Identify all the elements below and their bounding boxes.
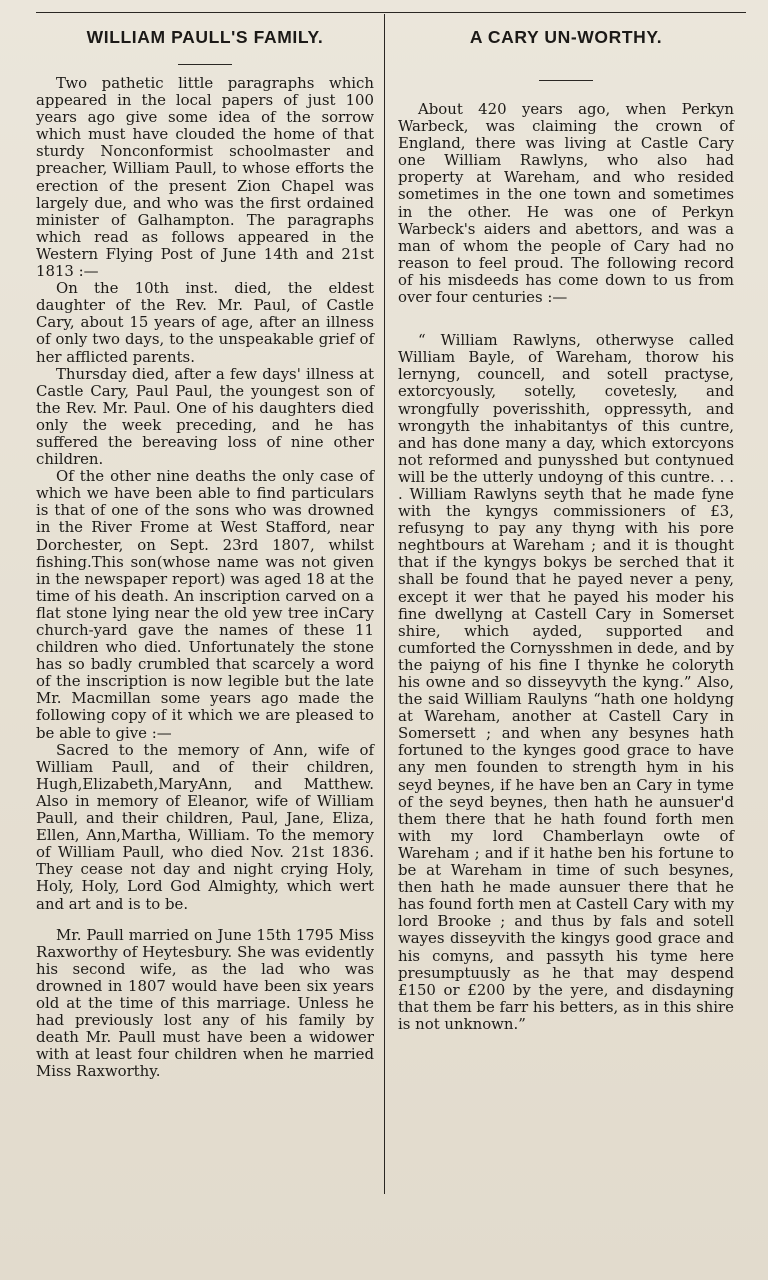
title-rule [178, 64, 232, 65]
paragraph: Mr. Paull married on June 15th 1795 Miss Raxworthy of Heytesbury. She was evidently his second wife, as the lad who was drowned in 1807 would have been six years old at the time of this marriage. Unless he had previously lost any of his family by death Mr. Paull must have been a widower with at least four children when he married Miss Raxworthy. [36, 925, 374, 1081]
title-rule [539, 80, 593, 81]
paragraph: Thursday died, after a few days' illness at Castle Cary, Paul Paul, the youngest son of the Rev. Mr. Paul. One of his daughters died only the week preceding, and he has suffered the bereaving loss of nine other children. [36, 364, 374, 469]
paragraph: About 420 years ago, when Perkyn Warbeck, was claiming the crown of England, there was living at Castle Cary one William Rawlyns, who also had property at Wareham, and who resided sometimes in the one town and sometimes in the other. He was one of Perkyn Warbeck's aiders and abettors, and was a man of whom the people of Cary had no reason to feel proud. The following record of his misdeeds has come down to us from over four centuries :— [398, 100, 734, 307]
paragraph: Two pathetic little paragraphs which appeared in the local papers of just 100 years ago give some idea of the sorrow which must have clouded the home of that sturdy Nonconformist schoolmaster and preacher, William Paull, to whose efforts the erection of the present Zion Chapel was largely due, and who was the first ordained minister of Galhampton. The paragraphs which read as follows appeared in the Western Flying Post of June 14th and 21st 1813 :— [36, 74, 374, 281]
top-rule [36, 12, 746, 13]
column-divider [384, 14, 385, 1194]
article-a-cary-unworthy [398, 22, 734, 1033]
quoted-record: “ William Rawlyns, otherwyse called William Bayle, of Wareham, thorow his lernyng, councell, and sotell practyse, extorcyously, sotelly, covetesly, and wrongfully poverisshith, oppressyth, and wrongyth the inhabitantys of this cuntre, and has done many a day, which extorcyons not reformed and punysshed but contynued will be the utterly undoyng of this cuntre. . . . William Rawlyns seyth that he made fyne with the kyngys commissioners of £3, refusyng to pay any thyng with his pore neghtbours at Wareham ; and it is thought that if the kyngys bokys be serched that it shall be found that he payed never a peny, except it wer that he payed his moder his fine dwellyng at Castell Cary in Somerset shire, which ayded, supported and cumforted the Cornysshmen in dede, and by the paiyng of his fine I thynke he coloryth his owne and so disseyvyth the kyng.” Also, the said William Raulyns “hath one holdyng at Wareham, another at Castell Cary in Somersett ; and when any besynes hath fortuned to the kynges good grace to have any men founden to strength hym in his seyd beynes, if he have ben an Cary in tyme of the seyd beynes, then hath he aunsuer'd them there that he hath found forth men with my lord Chamberlayn owte of Wareham ; and if it hathe ben his fortune to be at Wareham in time of such besynes, then hath he made aunsuer there that he has found forth men at Castell Cary with my lord Brooke ; and thus by fals and sotell wayes disseyvith the kingys good grace and his comyns, and passyth his tyme here presumptuusly as he that may despend £150 or £200 by the yere, and disdayning that them be farr his betters, as in this shire is not unknown.” [398, 331, 734, 1033]
article-title: A CARY UN-WORTHY. [469, 27, 663, 47]
article-title: WILLIAM PAULL'S FAMILY. [86, 27, 324, 47]
paragraph: On the 10th inst. died, the eldest daughter of the Rev. Mr. Paul, of Castle Cary, about 15 years of age, after an illness of only two days, to the unspeakable grief of her afflicted parents. [36, 279, 374, 366]
paragraph: Sacred to the memory of Ann, wife of William Paull, and of their children, Hugh,Elizabeth,MaryAnn, and Matthew. Also in memory of Eleanor, wife of William Paull, and their children, Paul, Jane, Eliza, Ellen, Ann,Martha, William. To the memory of William Paull, who died Nov. 21st 1836. They cease not day and night crying Holy, Holy, Holy, Lord God Almighty, which wert and art and is to be. [36, 740, 374, 913]
article-william-paulls-family [36, 22, 374, 1080]
paragraph: Of the other nine deaths the only case of which we have been able to find particulars is that of one of the sons who was drowned in the River Frome at West Stafford, near Dorchester, on Sept. 23rd 1807, whilst fishing.This son(whose name was not given in the newspaper report) was aged 18 at the time of his death. An inscription carved on a flat stone lying near the old yew tree inCary church-yard gave the names of these 11 children who died. Unfortunately the stone has so badly crumbled that scarcely a word of the inscription is now legible but the late Mr. Macmillan some years ago made the following copy of it which we are pleased to be able to give :— [36, 467, 374, 742]
